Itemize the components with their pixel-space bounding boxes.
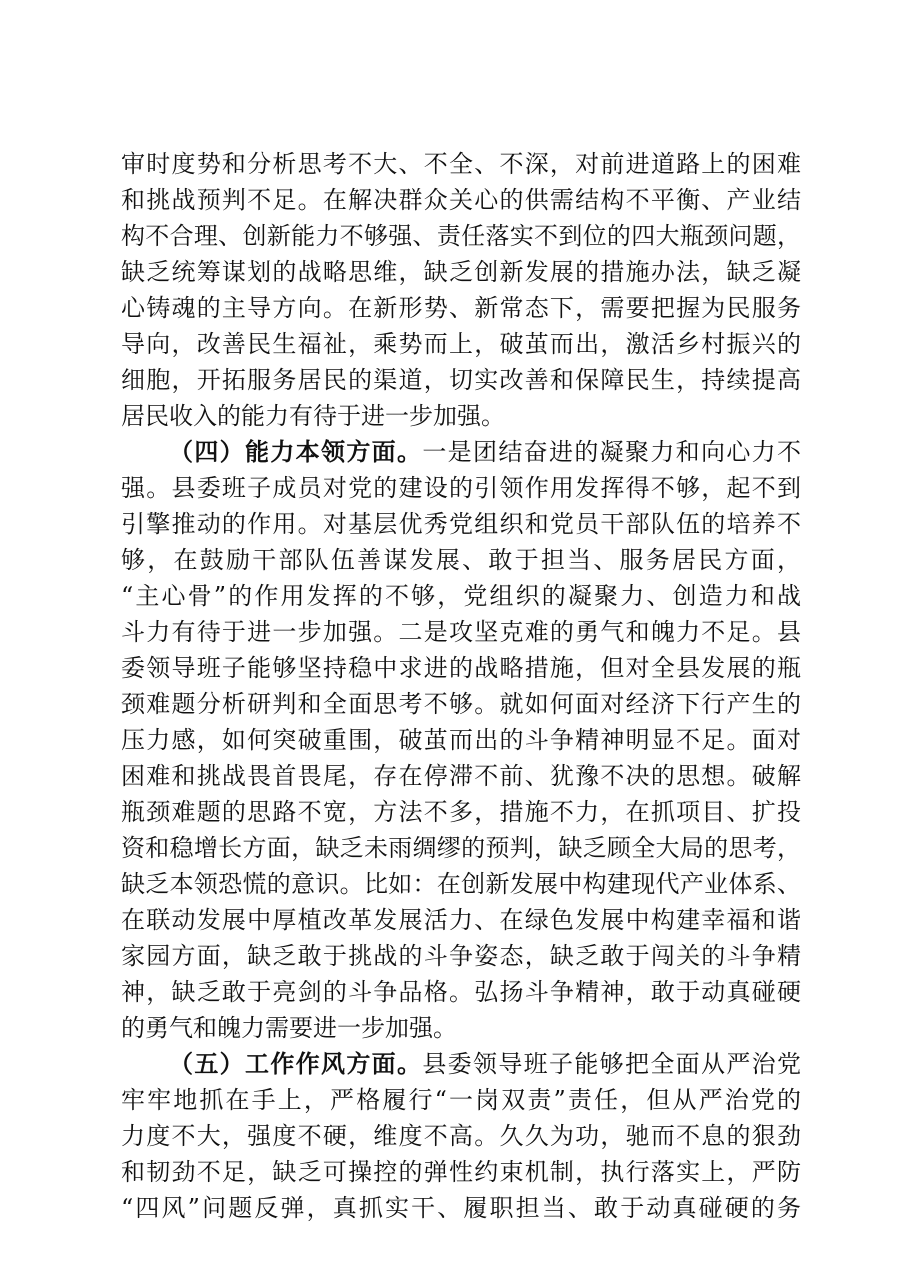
text-line: 资和稳增长方面，缺乏未雨绸缪的预判，缺乏顾全大局的思考， — [121, 834, 801, 862]
text-line: 神，缺乏敢于亮剑的斗争品格。弘扬斗争精神，敢于动真碰硬 — [121, 978, 801, 1006]
text-line: 的勇气和魄力需要进一步加强。 — [121, 1014, 457, 1042]
text-line: 牢牢地抓在手上，严格履行“一岗双责”责任，但从严治党的 — [121, 1086, 801, 1114]
text-line: 强。县委班子成员对党的建设的引领作用发挥得不够，起不到 — [121, 474, 801, 502]
text-run: 县委领导班子能够把全面从严治党 — [422, 1050, 801, 1078]
text-line: 心铸魂的主导方向。在新形势、新常态下，需要把握为民服务 — [121, 294, 801, 322]
text-line: 家园方面，缺乏敢于挑战的斗争姿态，缺乏敢于闯关的斗争精 — [121, 942, 801, 970]
text-line: 细胞，开拓服务居民的渠道，切实改善和保障民生，持续提高 — [121, 366, 801, 394]
text-line: 斗力有待于进一步加强。二是攻坚克难的勇气和魄力不足。县 — [121, 618, 801, 646]
text-line: 力度不大，强度不硬，维度不高。久久为功，驰而不息的狠劲 — [121, 1122, 801, 1150]
text-line: 和挑战预判不足。在解决群众关心的供需结构不平衡、产业结 — [121, 186, 801, 214]
paragraph-work-style — [121, 1046, 801, 1226]
text-line: 瓶颈难题的思路不宽，方法不多，措施不力，在抓项目、扩投 — [121, 798, 801, 826]
text-line: 居民收入的能力有待于进一步加强。 — [121, 402, 505, 430]
text-line: 构不合理、创新能力不够强、责任落实不到位的四大瓶颈问题， — [121, 222, 801, 250]
text-run: 一是团结奋进的凝聚力和向心力不 — [422, 438, 801, 466]
text-line: 缺乏统筹谋划的战略思维，缺乏创新发展的措施办法，缺乏凝 — [121, 258, 801, 286]
paragraph-first-line — [121, 434, 801, 470]
document-body — [121, 146, 801, 1226]
section-heading-ability: （四）能力本领方面。 — [169, 437, 423, 466]
text-line: “主心骨”的作用发挥的不够，党组织的凝聚力、创造力和战 — [121, 582, 801, 610]
section-heading-work-style: （五）工作作风方面。 — [169, 1049, 423, 1078]
text-line: 在联动发展中厚植改革发展活力、在绿色发展中构建幸福和谐 — [121, 906, 801, 934]
text-line: 困难和挑战畏首畏尾，存在停滞不前、犹豫不决的思想。破解 — [121, 762, 801, 790]
paragraph-first-line — [121, 1046, 801, 1082]
text-line: 压力感，如何突破重围，破茧而出的斗争精神明显不足。面对 — [121, 726, 801, 754]
text-line: 够，在鼓励干部队伍善谋发展、敢于担当、服务居民方面， — [121, 546, 801, 574]
text-line: “四风”问题反弹，真抓实干、履职担当、敢于动真碰硬的务 — [121, 1194, 801, 1222]
text-line: 引擎推动的作用。对基层优秀党组织和党员干部队伍的培养不 — [121, 510, 801, 538]
text-line: 导向，改善民生福祉，乘势而上，破茧而出，激活乡村振兴的 — [121, 330, 801, 358]
paragraph-ability — [121, 434, 801, 1046]
text-line: 委领导班子能够坚持稳中求进的战略措施，但对全县发展的瓶 — [121, 654, 801, 682]
text-line: 缺乏本领恐慌的意识。比如：在创新发展中构建现代产业体系、 — [121, 870, 801, 898]
text-line: 颈难题分析研判和全面思考不够。就如何面对经济下行产生的 — [121, 690, 801, 718]
paragraph-continuation — [121, 146, 801, 434]
text-line: 和韧劲不足，缺乏可操控的弹性约束机制，执行落实上，严防 — [121, 1158, 801, 1186]
text-line: 审时度势和分析思考不大、不全、不深，对前进道路上的困难 — [121, 150, 801, 178]
